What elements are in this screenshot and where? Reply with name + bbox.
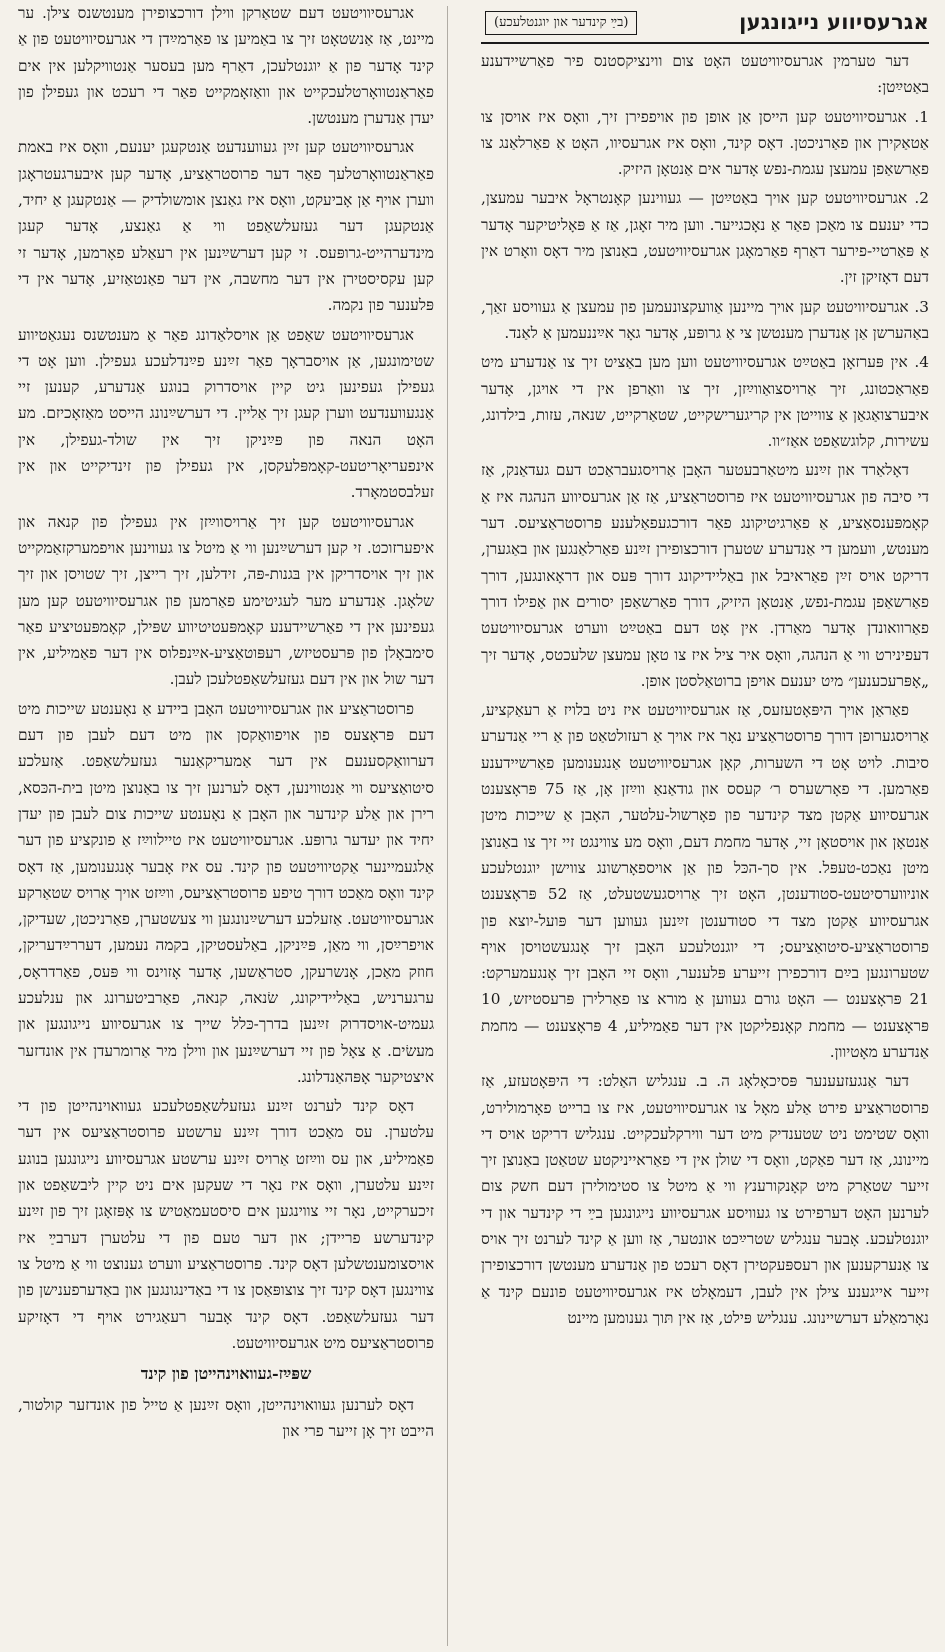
left-column <box>18 0 434 1448</box>
numbered-item-3: 3. אגרעסיוויטעט קען אויך מיינען אַוועקצונעמען פון עמעצן אַ געוויסע זאַך, באַהערשן אַן אַנדערן מענטשן צי אַ גרופּע, אָדער גאָר אײַננעמען אַ לאַנד. <box>481 297 929 342</box>
numbered-item-4: 4. אין פּערזאָן באַטײַט אגרעסיוויטעט ווען מען באַציט זיך צו אַנדערע מיט פאַראַכטונג, זיך אַרויסצואַווײַזן, זיך צו וואַרפן אין די אויגן, אָדער איבערצואַגאַן אַ צווייטן אין קריגערישקייט, שטאַרקייט, שנאה, עזות, בילדונג, עשירות, קלוגשאַפט אאַז״וו. <box>481 353 929 451</box>
body-paragraph: פרוסטראַציע און אגרעסיוויטעט האָבן ביידע אַ נאָענטע שייכות מיט דעם פּראָצעס פון אויפוואַקסן און מיט דעם לעבן פון דעם דערוואַקסענעם אין דער אַמעריקאַנער געזעלשאַפט. אַזעלכע סיטואַציעס ווי אַנטווינען, דאָס לערנען זיך צו באַנוצן מיטן בית-הכּסא, רירן און אַלע קינדער און האָבן אַ נאָענטע שייכות צום לעבן פון יעדן יחיד און יעדער גרופּע. אגרעסיוויטעט איז טיילווײַז אַ פונקציע פון דער אַלגעמיינער אַקטיוויטעט פון קינד. עס איז אָבער אָנגענומען, אַז דאָס קינד וואָס מאַכט דורך טיפע פרוסטראַציעס, ווײַזט אויך אַרויס שטאַרקע אגרעסיוויטעט. אַזעלכע דערשײַנונגען ווי צעשטערן, פאַרניכטן, שעדיקן, אויפרײַסן, ווי מאַן, פּײַניקן, באַלעסטיקן, בקמה נעמען, דעררײַדעריקן, חוזק מאַכן, אָנשרעקן, סטראַשען, אָדער אָזוינס ווי פּעס, פאַרדראָס, ערגערניש, באַליידיקונג, שׂנאה, קנאה, פאַרביטערונג און ענלעכע געמיט-אויסדרוק זײַנען בדרך-כּלל שייך צו אגרעסיווע נייגונגען און מעשׂים. אַ צאָל פון זיי דערשײַנען און ווילן מיר אַרומרעדן אין אונדזער איצטיקער אָפּהאַנדלונג. <box>18 699 434 1086</box>
body-paragraph: דאָס קינד לערנט זײַנע געזעלשאַפטלעכע געוואוינהייטן פון די עלטערן. עס מאַכט דורך זײַנע ערשטע פרוסטראַציעס אין דער פאַמיליע, און עס ווײַזט אַרויס זײַנע ערשטע אגרעסיווע נייגונגען בנוגע זײַנע עלטערן, וואָס איז נאָר די שעקען אים ניט קיין ליבשאַפט און זיכערקייט, נאָר זיי צווינגען אים סיסטעמאַטיש צו אָפּזאָגן זיך פון זײַנע קינדערשע פריידן; און דער טעם פון די עלטערן דערבײַ איז אויסצומענטשלען דאָס קינד. פרוסטראַציע ווערט גענוצט ווי אַ מיטל צו צווינגען דאָס קינד זיך צוצופּאַסן צו די באַדינגונגען און באַדערפענישן פון דער געזעלשאַפט. דאָס קינד אָבער רעאַגירט אויף די דאָזיקע פרוסטראַציעס מיט אגרעסיוויטעט. <box>18 1097 434 1352</box>
right-column <box>481 6 929 1334</box>
body-paragraph: דער אַנגעזעענער פּסיכאָלאָג ה. ב. ענגליש האַלט: די היפּאָטעזע, אַז פרוסטראַציע פירט אַלע מאָל צו אגרעסיוויטעט, איז צו ברייט פאָרמולירט, וואָס שטימט ניט שטענדיק מיט דער ווירקלעכקייט. ענגליש דריקט אויס די מיינונג, אַז דער פאַקט, וואָס די שולן אין די פאַראייניקטע שטאַטן באַנוצן זיך זייער שטאַרק מיט קאָנקורענץ ווי אַ מיטל צו סטימולירן דעם חשק צום לערנען האָט דערפירט צו געוויסע אגרעסיווע נייגונגען בײַ די קינדער און די יוגנטלעכע. אָבער ענגליש שטרײַכט אונטער, אַז ווען אַ קינד לערנט זיך אויס צו אַנערקענען און רעספּעקטירן דאָס רעכט פון אַנדערע מענטשן דורכצופירן זייער אייגענע צילן אין לעבן, דעמאָלט איז אגרעסיוויטעט פונעם קינד אַ נאָרמאַלע דערשיינונג. ענגליש פּילט, אַז אין תּוך גענומען מיינט <box>481 1072 929 1327</box>
intro-paragraph: דער טערמין אגרעסיוויטעט האָט צום ווינציקסטנס פיר פאַרשיידענע באַטײַטן: <box>481 52 929 97</box>
article-title: אגרעסיווע נייגונגען <box>739 10 929 34</box>
body-paragraph: אגרעסיוויטעט קען זײַן געווענדעט אַנטקעגן יענעם, וואָס איז באמת פאַראַנטוואָרטלעך פאַר דער פרוסטראַציע, אָדער קען איבערגעטראָגן ווערן אויף אַן אָביעקט, וואָס איז גאַנצן אומשולדיק — אַנטקעגן אַ יחיד, אַנטקעגן דער געזעלשאַפט ווי אַ גאַנצע, אָדער קעגן מינדערהייט-גרופּעס. זי קען דערשײַנען אין רעאַלע פאָרמען, אָדער זי קען עקסיסטירן אין דער מחשבה, אין דער פאַנטאַזיע, אָדער אין די פּלענער פון נקמה. <box>18 138 434 315</box>
numbered-item-1: 1. אגרעסיוויטעט קען הייסן אַן אופן פון אויפפירן זיך, וואָס איז אויסן צו אַטאַקירן און פאַרניכטן. דאָס קינד, וואָס איז אגרעסיוו, האָט אַ פאַרלאַנג צו פאַרשאַפן עמעצן עגמת-נפש אָדער אים אַנטאָן היזיק. <box>481 107 929 179</box>
article-header <box>481 6 929 46</box>
body-paragraph: אגרעסיוויטעט שאַפט אַן אויסלאַדונג פאַר אַ מענטשנס נעגאַטיווע שטימונגען, אַן אויסבראָך פאַר זײַנע פײַנדלעכע געפילן. ווען אָט די געפילן געפינען גיט קיין אויסדרוק בנוגע אַנדערע, קענען זיי אַנגעווענדעט ווערן קעגן זיך אַליין. די דערשײַנונג הייסט מאַזאָכיזם. מע האָט הנאה פון פּײַניקן זיך אין שולד-געפילן, אין אינפעריאָריטעט-קאָמפּלעקסן, אין געפילן פון זינדיקייט און אין זעלבסטמאָרד. <box>18 325 434 502</box>
title-rule <box>481 42 929 44</box>
body-paragraph: דאָלאַרד און זײַנע מיטאַרבעטער האָבן אַרויסגעבראַכט דעם געדאַנק, אַז די סיבה פון אגרעסיוויטעט איז פרוסטראַציע, אַז אַן אגרעסיווע הנהגה איז אַ קאָמפּענסאַציע, אַ פאַרגיטיקונג פאַר דורכגעפאַלענע פרוסטראַציעס. דער מענטש, וועמען די אַנדערע שטערן דורכצופירן זײַנע פאַרלאַנגען און באַגערן, דריקט אויס זײַן פאַראיבל און באַליידיקונג דורך פּעס און דראָאונגען, דורך פאַרשאַפן עגמת-נפש, אַנטאָן היזיק, דורך פאַרשאַפן יסורים און אַפילו דורך פאַרוואונדן אָדער מאַרדן. אין אָט דעם באַטײַט ווערט אגרעסיוויטעט דעפינירט ווי אַ הנהגה, וואָס איר ציל איז צו טאָן עמעצן שלעכטס, אָדער זיך „אָפּרעכענען״ מיט יענעם אויפן ברוטאַלסטן אופן. <box>481 461 929 690</box>
body-paragraph: אגרעסיוויטעט דעם שטאַרקן ווילן דורכצופירן מענטשנס צילן. ער מיינט, אַז אַנשטאָט זיך צו באַמיען צו פאַרמײַדן די אגרעסיוויטעט פון אַ קינד אָדער פון אַ יוגנטלעכן, דאַרף מען בעסער אַנטוויקלען אין אים פאַראַנטוואָרטלעכקייט און וואַזאָמקייט פאַר די רעכט און געפילן פון יעדן אַנדערן מענטשן. <box>18 4 434 128</box>
body-paragraph: דאָס לערנען געוואוינהייטן, וואָס זײַנען אַ טייל פון אונדזער קולטור, הייבט זיך אָן זייער פרי און <box>18 1396 434 1441</box>
article-subtitle: (בײַ קינדער און יוגנטלעכע) <box>485 11 637 35</box>
section-heading: שפּײַז-געוואוינהייטן פון קינד <box>140 1364 312 1384</box>
body-paragraph: אגרעסיוויטעט קען זיך אַרויסווײַזן אין געפילן פון קנאה און איפערזוכט. זי קען דערשײַנען ווי אַ מיטל צו געווינען אויפמערקזאַמקייט און זיך אויסדריקן אין בּגנות-פּה, זידלען, זיך רייצן, זיך שטויסן און זיך שלאָגן. אַנדערע מער לעגיטימע פאַרמען פון אגרעסיוויטעט קען מען געפינען אין די פאַרשיידענע קאָמפּעטיטיווע שפּילן, קאָמפּעטיציע פאַר סימבאָלן פון פּרעסטיזש, רעפּוטאַציע-אײַנפלוס אין דער פאַמיליע, אין דער שול און אין דעם געזעלשאַפטלעכן לעבן. <box>18 512 434 689</box>
body-paragraph: פאַראַן אויך היפּאָטעזעס, אַז אגרעסיוויטעט איז ניט בלויז אַ רעאַקציע, אַרויסגערופן דורך פרוסטראַציע נאָר איז אויך אַ רעזולטאַט פון אַ ריי אַנדערע סיבות. לויט אָט די השערות, קאָן אגרעסיוויטעט אַנגענומען פאַרשיידענע פאַרמען. די פאָרשערס ר׳ קעסס און גודאַנאַ ווײַזן אָן, אַז 75 פּראָצענט אגרעסיווע אַקטן מצד קינדער פון פאָרשול-עלטער, האָבן אַ שייכות מיטן אַנטאָן און אויסטאָן זיי, אָדער מחמת דעם, וואָס מע צווינגט זיי זיך צו באַנוצן מיטן נאַכט-טעפּל. אין סך-הכּל פון אַן אויספאָרשונג צווישן יוגנטלעכע אוניווערסיטעט-סטודענטן, האָט זיך אַרויסגעשטעלט, אַז 52 פּראָצענט אגרעסיווע אַקטן מצד די סטודענטן זײַנען געווען דער פּועל-יוצא פון פרוסטראַציע-סיטואַציעס; די יוגנטלעכע האָבן זיך אָנגעשטויסן אויף שטערונגען בײַם דורכפירן זייערע פּלענער, וואָס זיי האָבן זיך אָנגעמערקט: 21 פּראָצענט — האָט גורם געווען אַ מורא צו פאַרלירן פּרעסטיזש, 10 פּראָצענט — מחמת קאָנפליקטן אין דער פאַמיליע, 4 פּראָצענט — מחמת אַנדערע מאָטיוון. <box>481 701 929 1061</box>
numbered-item-2: 2. אגרעסיוויטעט קען אויך באַטײַטן — געווינען קאָנטראָל איבער עמעצן, כדי יענעם צו מאַכן פאַר אַ נאָכגייער. ווען מיר זאָגן, אַז אַ פּאָליטיקער אָדער אַ פּאַרטיי-פירער דאַרף פאַרמאָגן אגרעסיוויטעט, באַנוצן מיר דאָס וואָרט אין דעם דאָזיקן זין. <box>481 189 929 287</box>
column-divider <box>447 6 448 1646</box>
